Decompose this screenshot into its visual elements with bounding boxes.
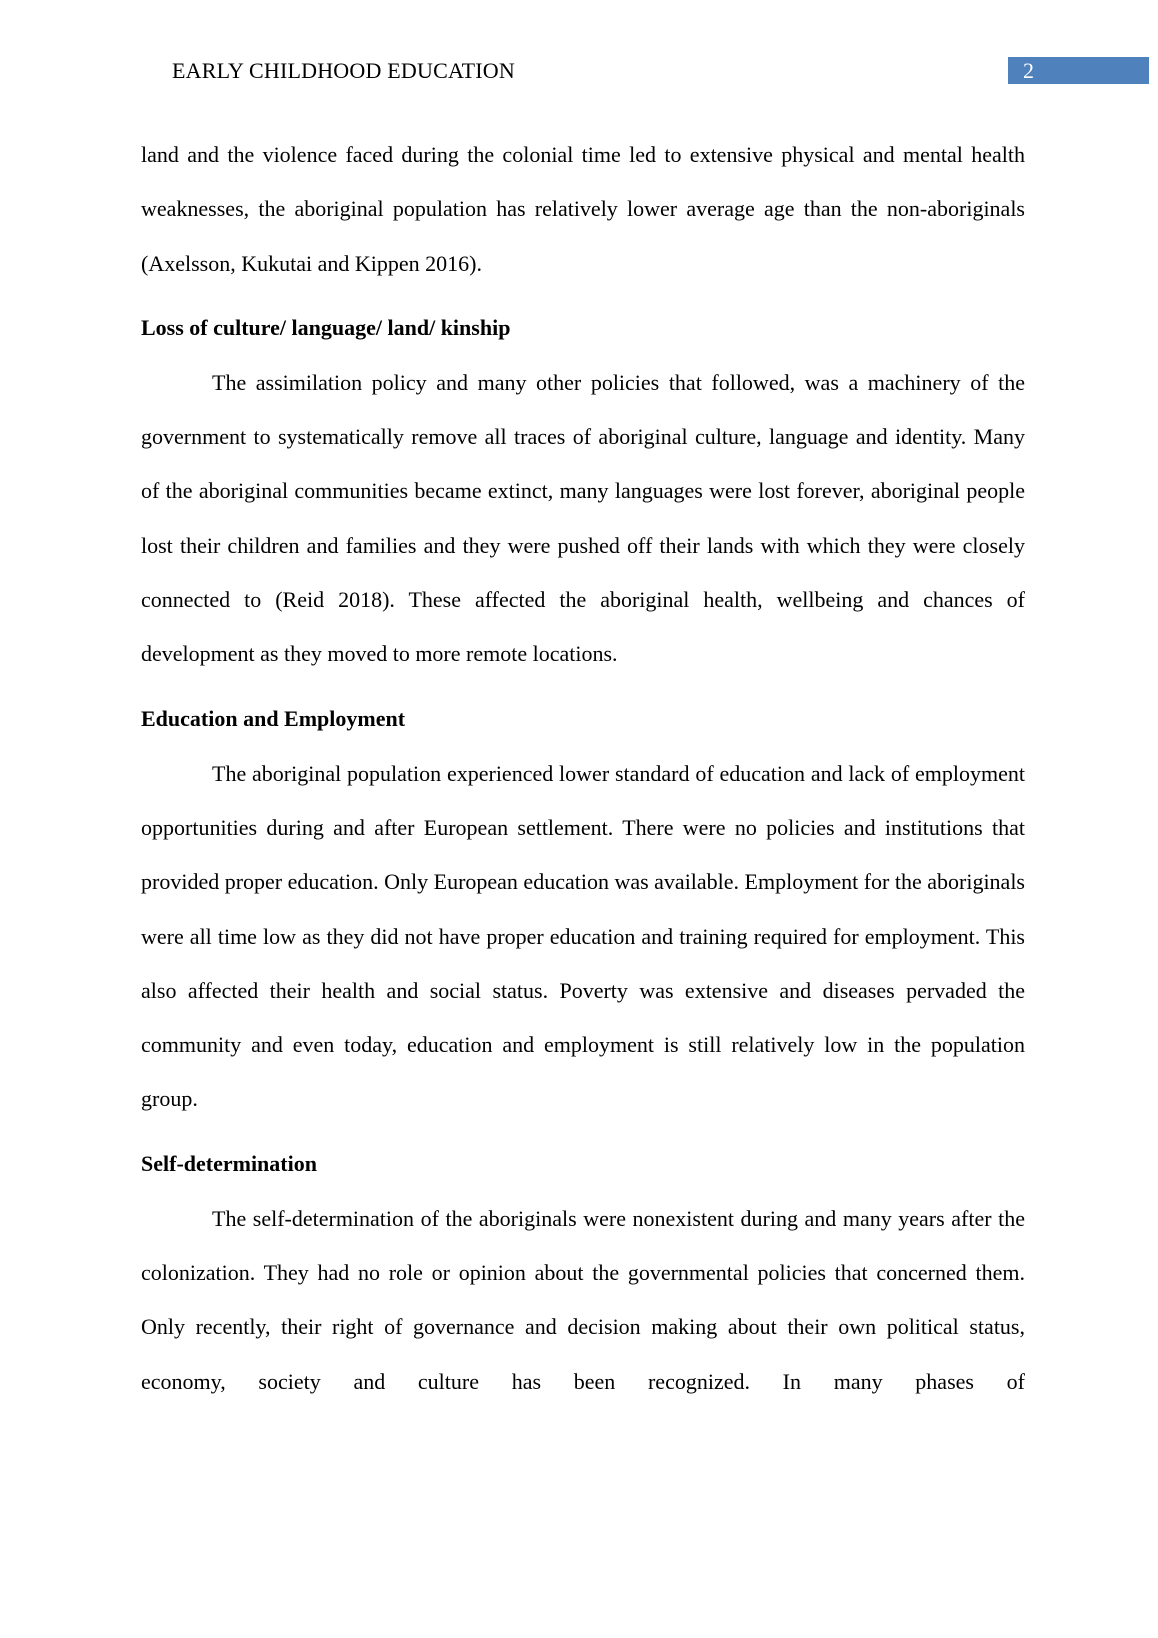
section-heading-loss-of-culture: Loss of culture/ language/ land/ kinship	[141, 314, 511, 340]
paragraph-continuation: land and the violence faced during the colonial time led to extensive physical and mental health weaknesses, the aboriginal population has relatively lower average age than the non-aboriginals (Axelsson, Kukutai and Kippen 2016).	[141, 142, 1025, 276]
section-heading-education-employment: Education and Employment	[141, 705, 406, 731]
paragraph-education-employment: The aboriginal population experienced lower standard of education and lack of employment opportunities during and after European settlement. There were no policies and institutions that provided proper education. Only European education was available. Employment for the aboriginals were all time low as they did not have proper education and training required for employment. This also affected their health and social status. Poverty was extensive and diseases pervaded the community and even today, education and employment is still relatively low in the population group.	[141, 760, 1025, 1112]
document-body	[141, 128, 1025, 1409]
page-number: 2	[1023, 58, 1034, 83]
section-heading-self-determination: Self-determination	[141, 1150, 317, 1176]
paragraph-self-determination: The self-determination of the aboriginals were nonexistent during and many years after the colonization. They had no role or opinion about the governmental policies that concerned them. Only recently, their right of governance and decision making about their own political status, economy, society and culture has been recognized. In many phases of	[141, 1205, 1025, 1394]
running-head: EARLY CHILDHOOD EDUCATION	[172, 58, 515, 83]
page-number-box	[1008, 57, 1149, 84]
paragraph-loss-of-culture: The assimilation policy and many other policies that followed, was a machinery of the government to systematically remove all traces of aboriginal culture, language and identity. Many of the aboriginal communities became extinct, many languages were lost forever, aboriginal people lost their children and families and they were pushed off their lands with which they were closely connected to (Reid 2018). These affected the aboriginal health, wellbeing and chances of development as they moved to more remote locations.	[141, 369, 1025, 667]
